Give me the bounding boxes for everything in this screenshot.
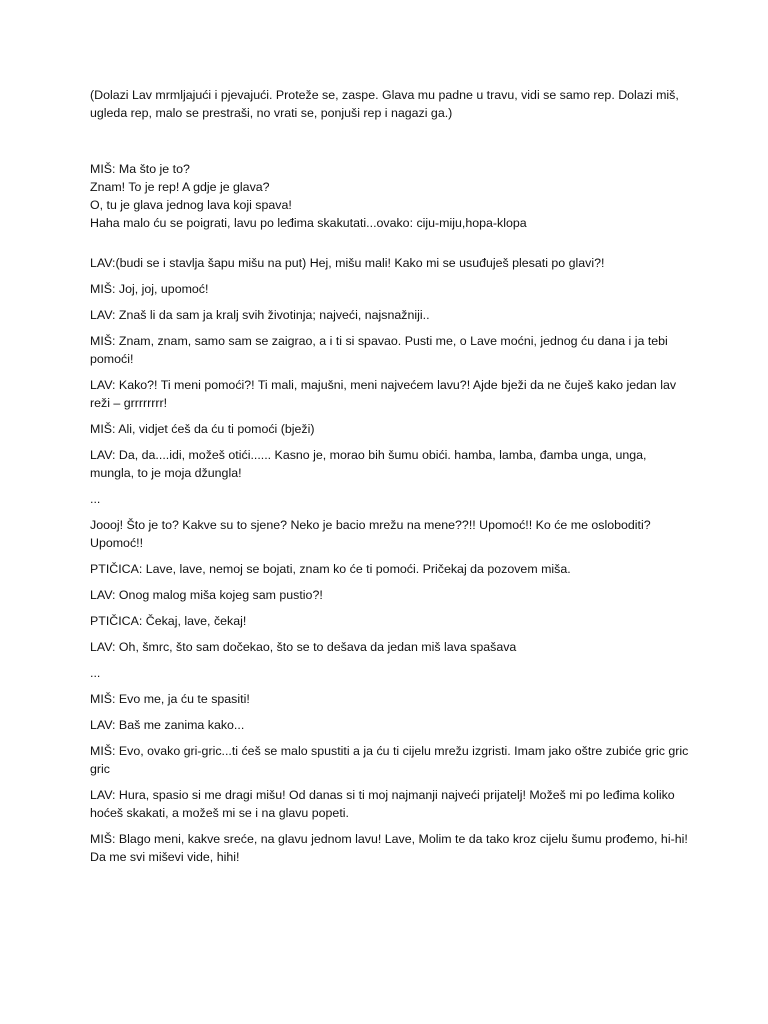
dialogue-paragraph: MIŠ: Znam, znam, samo sam se zaigrao, a i ti si spavao. Pusti me, o Lave moćni, jednog ću dana i ja tebi pomoći! [90, 334, 668, 366]
dialogue-paragraph: MIŠ: Joj, joj, upomoć! [90, 282, 209, 296]
opening-lines [90, 160, 690, 232]
dialogue-line: Znam! To je rep! A gdje je glava? [90, 180, 270, 194]
dialogue-paragraph: MIŠ: Ali, vidjet ćeš da ću ti pomoći (bježi) [90, 422, 315, 436]
document-page [90, 86, 690, 874]
dialogue-paragraph: LAV: Baš me zanima kako... [90, 718, 245, 732]
scene-break: ... [90, 492, 101, 506]
scene-break: ... [90, 666, 101, 680]
dialogue-paragraph: LAV: Da, da....idi, možeš otići...... Kasno je, morao bih šumu obići. hamba, lamba, đamba unga, unga, mungla, to je moja džungla! [90, 448, 647, 480]
dialogue-paragraph: MIŠ: Evo me, ja ću te spasiti! [90, 692, 250, 706]
dialogue-paragraph: Joooj! Što je to? Kakve su to sjene? Neko je bacio mrežu na mene??!! Upomoć!! Ko će me osloboditi? Upomoć!! [90, 518, 651, 550]
dialogue-line: Haha malo ću se poigrati, lavu po leđima skakutati...ovako: ciju-miju,hopa-klopa [90, 216, 527, 230]
dialogue-paragraph: MIŠ: Evo, ovako gri-gric...ti ćeš se malo spustiti a ja ću ti cijelu mrežu izgristi. Imam jako oštre zubiće gric gric gric [90, 744, 689, 776]
dialogue-paragraph: LAV: Kako?! Ti meni pomoći?! Ti mali, majušni, meni najvećem lavu?! Ajde bježi da ne čuješ kako jedan lav reži – grrrrrrrr! [90, 378, 677, 410]
dialogue-line: MIŠ: Ma što je to? [90, 162, 190, 176]
dialogue-line: O, tu je glava jednog lava koji spava! [90, 198, 292, 212]
dialogue-paragraph: LAV: Znaš li da sam ja kralj svih životinja; najveći, najsnažniji.. [90, 308, 430, 322]
dialogue-paragraph: PTIČICA: Čekaj, lave, čekaj! [90, 614, 247, 628]
dialogue-paragraph: LAV: Hura, spasio si me dragi mišu! Od danas si ti moj najmanji najveći prijatelj! Možeš mi po leđima koliko hoćeš skakati, a možeš mi se i na glavu popeti. [90, 788, 675, 820]
dialogue-paragraph: PTIČICA: Lave, lave, nemoj se bojati, znam ko će ti pomoći. Pričekaj da pozovem miša. [90, 562, 571, 576]
stage-direction-intro: (Dolazi Lav mrmljajući i pjevajući. Proteže se, zaspe. Glava mu padne u travu, vidi se samo rep. Dolazi miš, ugleda rep, malo se prestraši, no vrati se, ponjuši rep i nagazi ga.) [90, 88, 679, 120]
dialogue-paragraph: LAV: Onog malog miša kojeg sam pustio?! [90, 588, 323, 602]
dialogue-paragraph: LAV:(budi se i stavlja šapu mišu na put) Hej, mišu mali! Kako mi se usuđuješ plesati po glavi?! [90, 256, 605, 270]
dialogue-paragraph: LAV: Oh, šmrc, što sam dočekao, što se to dešava da jedan miš lava spašava [90, 640, 517, 654]
dialogue-paragraph: MIŠ: Blago meni, kakve sreće, na glavu jednom lavu! Lave, Molim te da tako kroz cijelu šumu prođemo, hi-hi! Da me svi miševi vide, hihi! [90, 832, 688, 864]
